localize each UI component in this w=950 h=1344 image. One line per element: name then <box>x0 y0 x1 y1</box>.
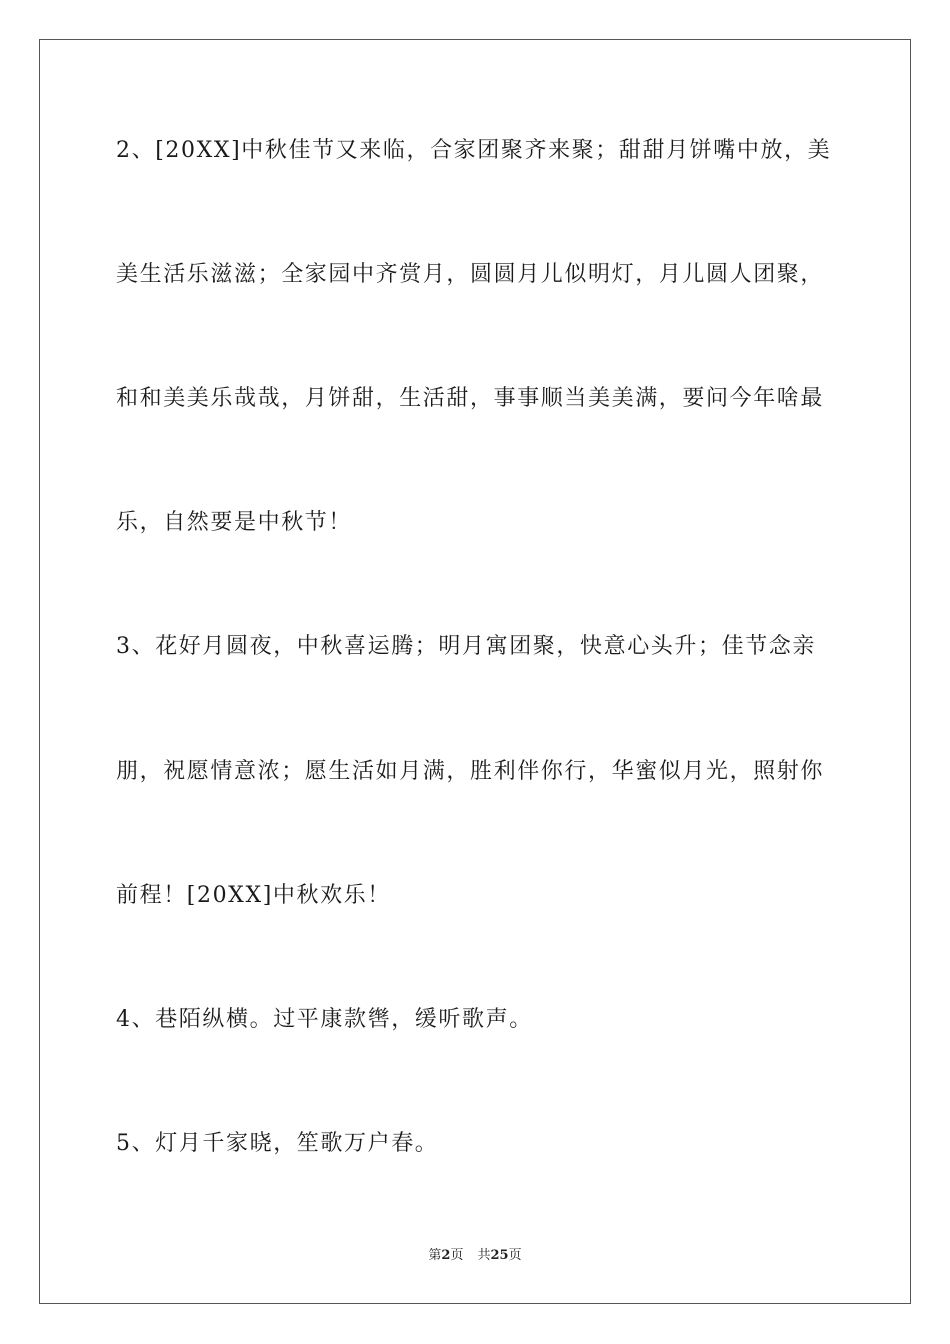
total-suffix: 页 <box>508 1248 522 1263</box>
total-prefix: 共 <box>477 1248 491 1263</box>
page-total: 25 <box>490 1248 509 1263</box>
body-line-1: 2、[20XX]中秋佳节又来临，合家团聚齐来聚；甜甜月饼嘴中放，美 <box>116 138 832 163</box>
body-line-7: 前程！[20XX]中秋欢乐！ <box>116 883 391 908</box>
body-line-4: 乐，自然要是中秋节！ <box>116 510 353 535</box>
body-line-5: 3、花好月圆夜，中秋喜运腾；明月寓团聚，快意心头升；佳节念亲 <box>116 634 816 659</box>
body-line-9: 5、灯月千家晓，笙歌万户春。 <box>116 1131 439 1156</box>
page-footer <box>0 1247 950 1265</box>
page-border <box>39 39 911 1304</box>
body-line-3: 和和美美乐哉哉，月饼甜，生活甜，事事顺当美美满，要问今年啥最 <box>116 386 825 411</box>
page-current: 2 <box>441 1248 451 1263</box>
body-line-6: 朋，祝愿情意浓；愿生活如月满，胜利伴你行，华蜜似月光，照射你 <box>116 759 825 784</box>
page-mid: 页 <box>450 1248 464 1263</box>
body-line-2: 美生活乐滋滋；全家园中齐赏月，圆圆月儿似明灯，月儿圆人团聚， <box>116 262 825 287</box>
page-prefix: 第 <box>428 1248 442 1263</box>
body-line-8: 4、巷陌纵横。过平康款辔，缓听歌声。 <box>116 1007 533 1032</box>
